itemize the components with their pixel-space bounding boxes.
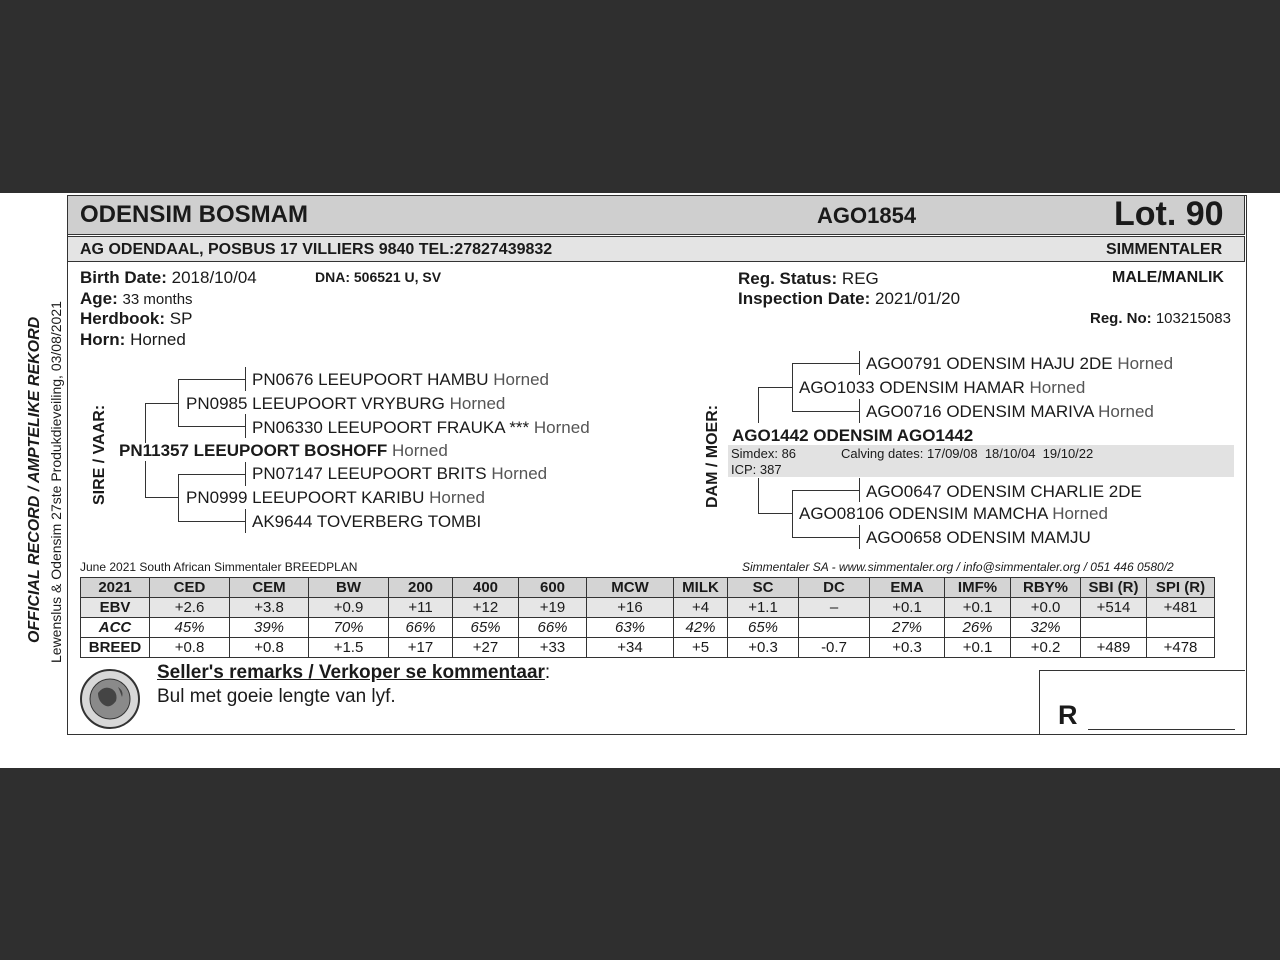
price-field[interactable] [1088,729,1235,730]
ebv-row [81,598,1215,618]
horn-status: Horn: Horned [80,330,186,349]
ebv-header-cell: DC [799,578,870,598]
ebv-header-cell: CED [150,578,230,598]
birth-date: Birth Date: 2018/10/04 [80,268,257,287]
ebv-cell: +0.2 [1011,638,1081,658]
sire-dam-sire: PN07147 LEEUPOORT BRITS Horned [252,464,548,483]
ebv-header-cell: IMF% [945,578,1011,598]
ebv-cell: +489 [1081,638,1147,658]
ebv-header-cell: SBI (R) [1081,578,1147,598]
lot-card [0,193,1280,768]
ebv-cell [799,618,870,638]
owner-info: AG ODENDAAL, POSBUS 17 VILLIERS 9840 TEL:27827439832 [80,241,553,258]
ebv-header-cell: 200 [389,578,453,598]
ebv-cell: +33 [519,638,587,658]
simmentaler-logo-icon [78,669,144,729]
sire-dam-dam: AK9644 TOVERBERG TOMBI [252,512,482,531]
ebv-cell: +1.1 [728,598,799,618]
ebv-cell: +481 [1147,598,1215,618]
dam-simdex: Simdex: 86 [731,446,797,461]
ebv-cell: +5 [674,638,728,658]
ebv-cell: +3.8 [230,598,309,618]
ebv-header-cell: 400 [453,578,519,598]
ebv-cell: +0.1 [945,638,1011,658]
lot-number: Lot. 90 [1114,195,1224,233]
ebv-header-cell: CEM [230,578,309,598]
ebv-cell [1147,618,1215,638]
dam-sire-sire: AGO0791 ODENSIM HAJU 2DE Horned [866,354,1174,373]
dam-calving-dates: Calving dates: 17/09/08 18/10/04 19/10/22 [841,446,1094,461]
ebv-header-cell: MILK [674,578,728,598]
ebv-cell: 45% [150,618,230,638]
ebv-cell: +0.0 [1011,598,1081,618]
ebv-header-cell: 2021 [81,578,150,598]
ebv-row [81,618,1215,638]
ebv-cell: +11 [389,598,453,618]
ebv-cell: +0.1 [945,598,1011,618]
sex: MALE/MANLIK [1112,269,1224,286]
ebv-cell: +0.3 [728,638,799,658]
ebv-cell: +27 [453,638,519,658]
sire-sire-sire: PN0676 LEEUPOORT HAMBU Horned [252,370,550,389]
ebv-cell: -0.7 [799,638,870,658]
animal-id: AGO1854 [817,203,917,228]
dam-name: AGO1442 ODENSIM AGO1442 [732,426,974,445]
ebv-cell: 42% [674,618,728,638]
dam-dam: AGO08106 ODENSIM MAMCHA Horned [799,504,1108,523]
sale-label: Lewenslus & Odensim 27ste Produkdieveiling, 03/08/2021 [48,301,64,663]
sire-dam: PN0999 LEEUPOORT KARIBU Horned [186,488,485,507]
ebv-cell [1081,618,1147,638]
dna-info: DNA: 506521 U, SV [315,269,442,285]
ebv-cell: 65% [453,618,519,638]
sire-name: PN11357 LEEUPOORT BOSHOFF Horned [119,441,448,460]
inspection-date: Inspection Date: 2021/01/20 [738,289,961,308]
dam-sire: AGO1033 ODENSIM HAMAR Horned [799,378,1086,397]
official-record-label: OFFICIAL RECORD / AMPTELIKE REKORD [26,316,43,643]
dam-dam-dam: AGO0658 ODENSIM MAMJU [866,528,1091,547]
dam-dam-sire: AGO0647 ODENSIM CHARLIE 2DE [866,482,1142,501]
ebv-cell: +4 [674,598,728,618]
sire-sire-dam: PN06330 LEEUPOORT FRAUKA *** Horned [252,418,590,437]
ebv-cell: +12 [453,598,519,618]
ebv-cell: 63% [587,618,674,638]
ebv-cell: +34 [587,638,674,658]
ebv-row [81,638,1215,658]
ebv-cell: 65% [728,618,799,638]
reg-status: Reg. Status: REG [738,269,879,288]
sire-sire: PN0985 LEEUPOORT VRYBURG Horned [186,394,506,413]
ebv-cell: – [799,598,870,618]
reg-number: Reg. No: 103215083 [1090,310,1231,327]
ebv-cell: +514 [1081,598,1147,618]
ebv-table [80,577,1215,658]
breed-name: SIMMENTALER [1106,241,1223,258]
ebv-cell: 32% [1011,618,1081,638]
ebv-header-cell: 600 [519,578,587,598]
ebv-cell: +0.8 [230,638,309,658]
ebv-cell: 70% [309,618,389,638]
ebv-header-row [81,578,1215,598]
remarks-text: Bul met goeie lengte van lyf. [157,686,396,707]
herdbook: Herdbook: SP [80,309,193,328]
ebv-cell: +0.9 [309,598,389,618]
ebv-header-cell: MCW [587,578,674,598]
ebv-cell: +2.6 [150,598,230,618]
ebv-cell: 66% [389,618,453,638]
age: Age: 33 months [80,289,193,308]
price-label: R [1058,700,1078,730]
ebv-cell: +0.3 [870,638,945,658]
ebv-cell: +19 [519,598,587,618]
ebv-cell: +16 [587,598,674,618]
ebv-row-label: BREED [81,638,150,658]
ebv-row-label: EBV [81,598,150,618]
ebv-header-cell: SC [728,578,799,598]
ebv-cell: +1.5 [309,638,389,658]
breedplan-label: June 2021 South African Simmentaler BREEDPLAN [80,560,358,574]
ebv-header-cell: EMA [870,578,945,598]
breedplan-contact: Simmentaler SA - www.simmentaler.org / info@simmentaler.org / 051 446 0580/2 [742,560,1174,574]
ebv-header-cell: RBY% [1011,578,1081,598]
sire-label: SIRE / VAAR: [91,404,108,505]
ebv-header-cell: SPI (R) [1147,578,1215,598]
ebv-cell: 66% [519,618,587,638]
ebv-cell: 27% [870,618,945,638]
remarks-title: Seller's remarks / Verkoper se kommentaar: [157,662,551,683]
animal-name: ODENSIM BOSMAM [80,201,308,228]
ebv-cell: 26% [945,618,1011,638]
ebv-cell: +0.8 [150,638,230,658]
ebv-cell: 39% [230,618,309,638]
dam-label: DAM / MOER: [704,404,721,508]
ebv-cell: +17 [389,638,453,658]
dam-icp: ICP: 387 [731,462,782,477]
ebv-row-label: ACC [81,618,150,638]
ebv-cell: +478 [1147,638,1215,658]
dam-sire-dam: AGO0716 ODENSIM MARIVA Horned [866,402,1154,421]
ebv-header-cell: BW [309,578,389,598]
ebv-cell: +0.1 [870,598,945,618]
